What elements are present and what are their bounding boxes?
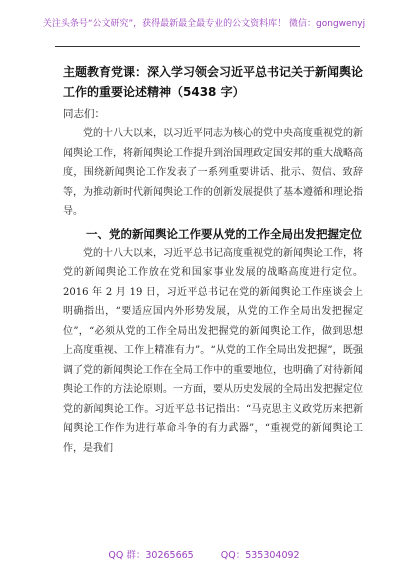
intro-paragraph: 党的十八大以来，以习近平同志为核心的党中央高度重视党的新闻舆论工作，将新闻舆论工作提升到治国理政定国安邦的重大战略高度，围绕新闻舆论工作发表了一系列重要讲话、批示、贺信、致辞等，为推动新时代新闻舆论工作的创新发展提供了基本遵循和理论指导。 bbox=[63, 128, 363, 217]
footer-contact bbox=[0, 547, 408, 561]
section-heading-1: 一、党的新闻舆论工作要从党的工作全局出发把握定位 bbox=[86, 226, 362, 241]
section-1-paragraph: 党的十八大以来，习近平总书记高度重视党的新闻舆论工作，将党的新闻舆论工作放在党和国家事业发展的战略高度进行定位。2016 年 2 月 19 日，习近平总书记在党的新闻舆论工作座谈会上明确指出，“要适应国内外形势发展，从党的工作全局出发把握定位”，“必须从党的工作全局出发把握党的新闻舆论工作，做到思想上高度重视、工作上精准有力”。“从党的工作全局出发把握”，既强调了党的新闻舆论工作在全局工作中的重要地位，也明确了对待新闻舆论工作的方法论原则。一方面，要从历史发展的全局出发把握定位党的新闻舆论工作。习近平总书记指出：“马克思主义政党历来把新闻舆论工作作为进行革命斗争的有力武器”，“重视党的新闻舆论工作，是我们 bbox=[63, 247, 363, 454]
header-divider bbox=[55, 46, 360, 47]
footer-qq-group: QQ 群：30265665 bbox=[108, 550, 194, 561]
salutation: 同志们： bbox=[63, 108, 105, 120]
document-title: 主题教育党课：深入学习领会习近平总书记关于新闻舆论工作的重要论述精神（5438 字） bbox=[63, 65, 364, 99]
header-promo-note: 关注头条号“公文研究”，获得最新最全最专业的公文资料库！ 微信：gongwenyj bbox=[42, 19, 366, 29]
footer-qq: QQ：535304092 bbox=[220, 550, 300, 561]
document-body bbox=[63, 62, 363, 458]
